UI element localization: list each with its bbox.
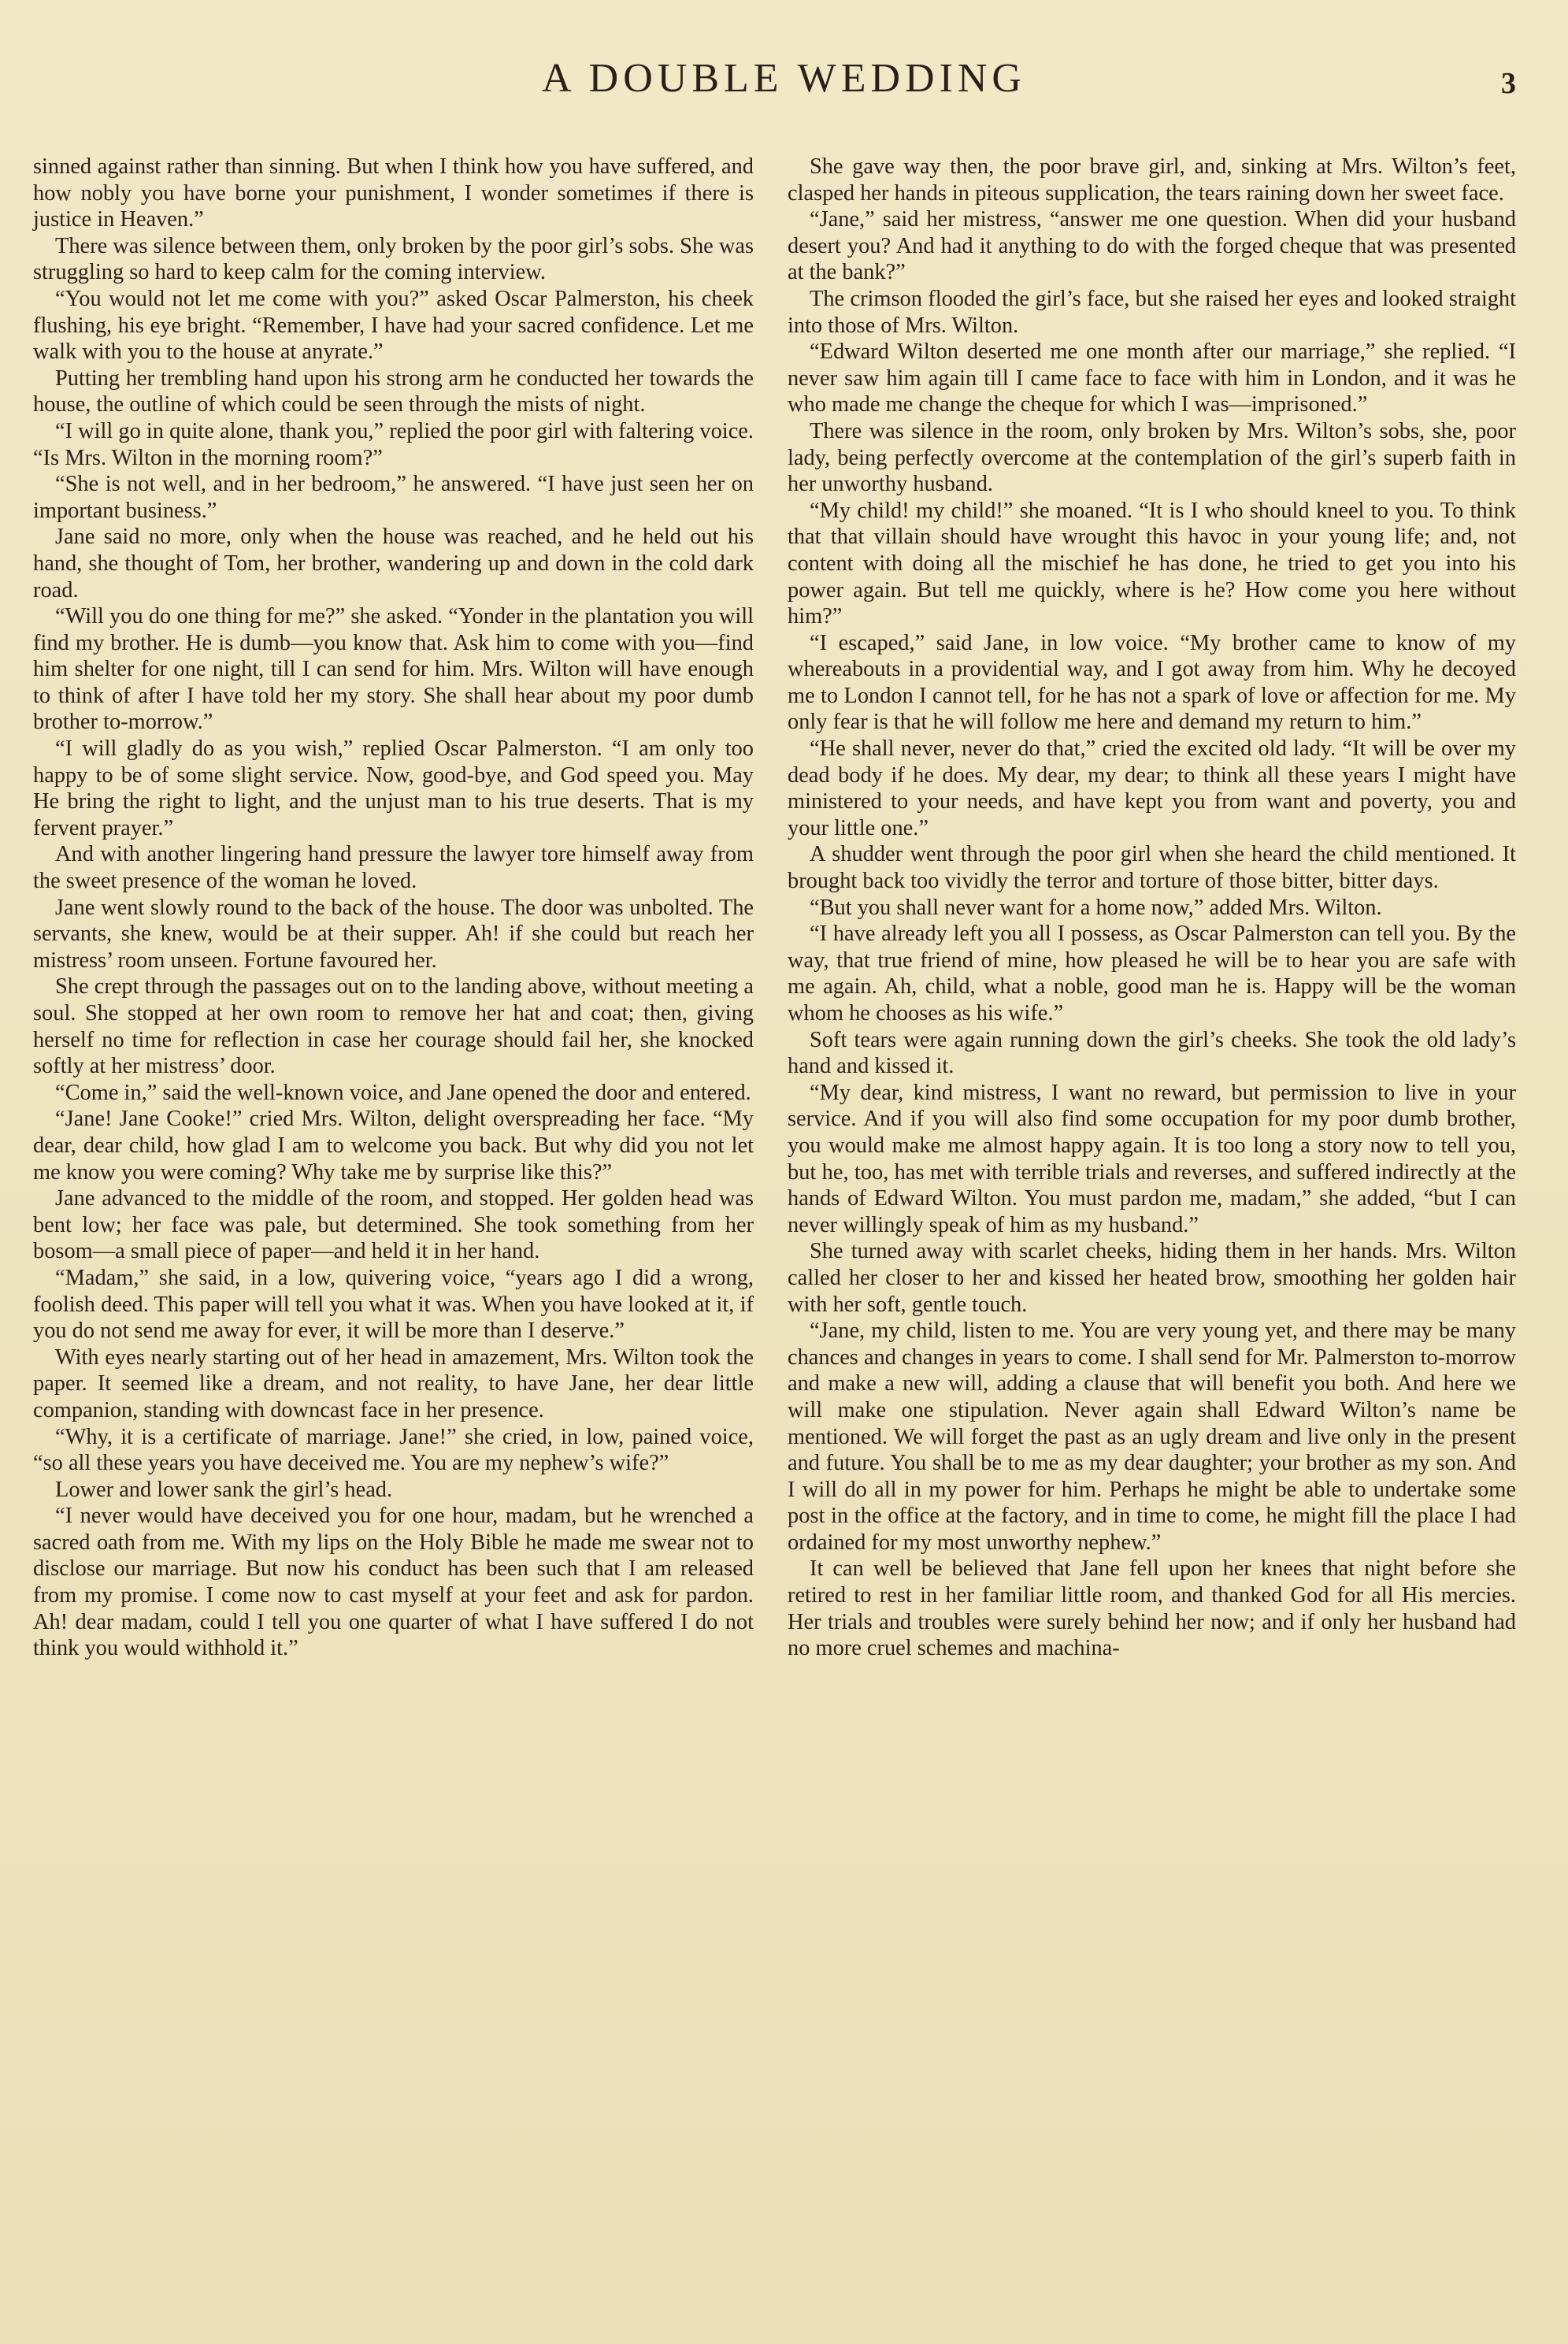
paragraph: Soft tears were again running down the girl’s cheeks. She took the old lady’s hand and kissed it. (788, 1027, 1516, 1079)
paragraph: “Why, it is a certificate of marriage. Jane!” she cried, in low, pained voice, “so all these years you have deceived me. You are my nephew’s wife?” (33, 1424, 754, 1476)
paragraph: “I escaped,” said Jane, in low voice. “My brother came to know of my whereabouts in a providential way, and I got away from him. Why he decoyed me to London I cannot tell, for he has not a spark of love or affection for me. My only fear is that he will follow me here and demand my return to him.” (788, 630, 1516, 735)
paragraph: And with another lingering hand pressure the lawyer tore himself away from the sweet presence of the woman he loved. (33, 842, 754, 894)
paragraph: “Edward Wilton deserted me one month after our marriage,” she replied. “I never saw him again till I came face to face with him in London, and it was he who made me change the cheque for which I was—imprisoned.” (788, 339, 1516, 417)
paragraph: The crimson flooded the girl’s face, but she raised her eyes and looked straight into those of Mrs. Wilton. (788, 286, 1516, 338)
paragraph: Putting her trembling hand upon his strong arm he conducted her towards the house, the outline of which could be seen through the mists of night. (33, 365, 754, 417)
paragraph: “I will go in quite alone, thank you,” replied the poor girl with faltering voice. “Is Mrs. Wilton in the morning room?” (33, 418, 754, 470)
paragraph: Jane said no more, only when the house was reached, and he held out his hand, she thought of Tom, her brother, wandering up and down in the cold dark road. (33, 525, 754, 603)
paragraph: “You would not let me come with you?” asked Oscar Palmerston, his cheek flushing, his eye bright. “Remember, I have had your sacred confidence. Let me walk with you to the house at anyrate.” (33, 286, 754, 365)
paragraph: “Will you do one thing for me?” she asked. “Yonder in the plantation you will find my brother. He is dumb—you know that. Ask him to come with you—find him shelter for one night, till I can send for him. Mrs. Wilton will have enough to think of after I have told her my story. She shall hear about my poor dumb brother to-morrow.” (33, 604, 754, 735)
paragraph: “Jane,” said her mistress, “answer me one question. When did your husband desert you? And had it anything to do with the forged cheque that was presented at the bank?” (788, 207, 1516, 285)
paragraph: There was silence in the room, only broken by Mrs. Wilton’s sobs, she, poor lady, being perfectly overcome at the contemplation of the girl’s superb faith in her unworthy husband. (788, 418, 1516, 497)
page-header (0, 55, 1568, 110)
paragraph: “My child! my child!” she moaned. “It is I who should kneel to you. To think that that villain should have wrought this havoc in your young life; and, not content with doing all the mischief he has done, he tried to get you into his power again. But tell me quickly, where is he? How come you here without him?” (788, 498, 1516, 629)
paragraph: “I will gladly do as you wish,” replied Oscar Palmerston. “I am only too happy to be of some slight service. Now, good-bye, and God speed you. May He bring the right to light, and the unjust man to his true deserts. That is my fervent prayer.” (33, 736, 754, 840)
paragraph: “Jane! Jane Cooke!” cried Mrs. Wilton, delight overspreading her face. “My dear, dear child, how glad I am to welcome you back. But why did you not let me know you were coming? Why take me by surprise like this?” (33, 1107, 754, 1185)
paragraph: sinned against rather than sinning. But when I think how you have suffered, and how nobly you have borne your punishment, I wonder sometimes if there is justice in Heaven.” (33, 154, 754, 232)
paragraph: “Madam,” she said, in a low, quivering voice, “years ago I did a wrong, foolish deed. This paper will tell you what it was. When you have looked at it, if you do not send me away for ever, it will be more than I deserve.” (33, 1265, 754, 1344)
paragraph: Jane went slowly round to the back of the house. The door was unbolted. The servants, she knew, would be at their supper. Ah! if she could but reach her mistress’ room unseen. Fortune favoured her. (33, 895, 754, 973)
paragraph: “My dear, kind mistress, I want no reward, but permission to live in your service. And if you will also find some occupation for my poor dumb brother, you would make me almost happy again. It is too long a story now to tell you, but he, too, has met with terrible trials and reverses, and suffered indirectly at the hands of Edward Wilton. You must pardon me, madam,” she added, “but I can never willingly speak of him as my husband.” (788, 1080, 1516, 1237)
paragraph: With eyes nearly starting out of her head in amazement, Mrs. Wilton took the paper. It seemed like a dream, and not reality, to have Jane, her dear little companion, standing with downcast face in her presence. (33, 1344, 754, 1422)
page-number: 3 (1501, 67, 1516, 100)
left-column (33, 154, 754, 1662)
running-title: A DOUBLE WEDDING (542, 56, 1026, 101)
paragraph: A shudder went through the poor girl when she heard the child mentioned. It brought back too vividly the terror and torture of those bitter, bitter days. (788, 842, 1516, 894)
paragraph: She crept through the passages out on to the landing above, without meeting a soul. She stopped at her own room to remove her hat and coat; then, giving herself no time for reflection in case her courage should fail her, she knocked softly at her mistress’ door. (33, 974, 754, 1079)
paragraph: Lower and lower sank the girl’s head. (55, 1477, 393, 1502)
paragraph: “But you shall never want for a home now,” added Mrs. Wilton. (810, 895, 1382, 920)
paragraph: It can well be believed that Jane fell upon her knees that night before she retired to rest in her familiar little room, and thanked God for all His mercies. Her trials and troubles were surely behind her now; and if only her husband had no more cruel schemes and machina- (788, 1556, 1516, 1661)
paragraph: “He shall never, never do that,” cried the excited old lady. “It will be over my dead body if he does. My dear, my dear; to think all these years I might have ministered to your needs, and have kept you from want and poverty, you and your little one.” (788, 736, 1516, 840)
paragraph: “I have already left you all I possess, as Oscar Palmerston can tell you. By the way, that true friend of mine, how pleased he will be to hear you are safe with me again. Ah, child, what a noble, good man he is. Happy will be the woman whom he chooses as his wife.” (788, 922, 1516, 1026)
paragraph: “I never would have deceived you for one hour, madam, but he wrenched a sacred oath from me. With my lips on the Holy Bible he made me swear not to disclose our marriage. But now his conduct has been such that I am released from my promise. I come now to cast myself at your feet and ask for pardon. Ah! dear madam, could I tell you one quarter of what I have suffered I do not think you would withhold it.” (33, 1504, 754, 1661)
paragraph: There was silence between them, only broken by the poor girl’s sobs. She was struggling so hard to keep calm for the coming interview. (33, 233, 754, 285)
paragraph: She turned away with scarlet cheeks, hiding them in her hands. Mrs. Wilton called her closer to her and kissed her heated brow, smoothing her golden hair with her soft, gentle touch. (788, 1239, 1516, 1317)
paragraph: “Come in,” said the well-known voice, and Jane opened the door and entered. (55, 1080, 751, 1105)
paragraph: “She is not well, and in her bedroom,” he answered. “I have just seen her on important business.” (33, 472, 754, 523)
paragraph: “Jane, my child, listen to me. You are very young yet, and there may be many chances and changes in years to come. I shall send for Mr. Palmerston to-morrow and make a new will, adding a clause that will benefit you both. And here we will make one stipulation. Never again shall Edward Wilton’s name be mentioned. We will forget the past as an ugly dream and live only in the present and future. You shall be to me as my dear daughter; your brother as my son. And I will do all in my power for him. Perhaps he might be able to undertake some post in the office at the factory, and in time to come, he might fill the place I had ordained for my most unworthy nephew.” (788, 1318, 1516, 1555)
paragraph: Jane advanced to the middle of the room, and stopped. Her golden head was bent low; her face was pale, but determined. She took something from her bosom—a small piece of paper—and held it in her hand. (33, 1186, 754, 1264)
paragraph: She gave way then, the poor brave girl, and, sinking at Mrs. Wilton’s feet, clasped her hands in piteous supplication, the tears raining down her sweet face. (788, 154, 1516, 206)
right-column (788, 154, 1516, 1662)
